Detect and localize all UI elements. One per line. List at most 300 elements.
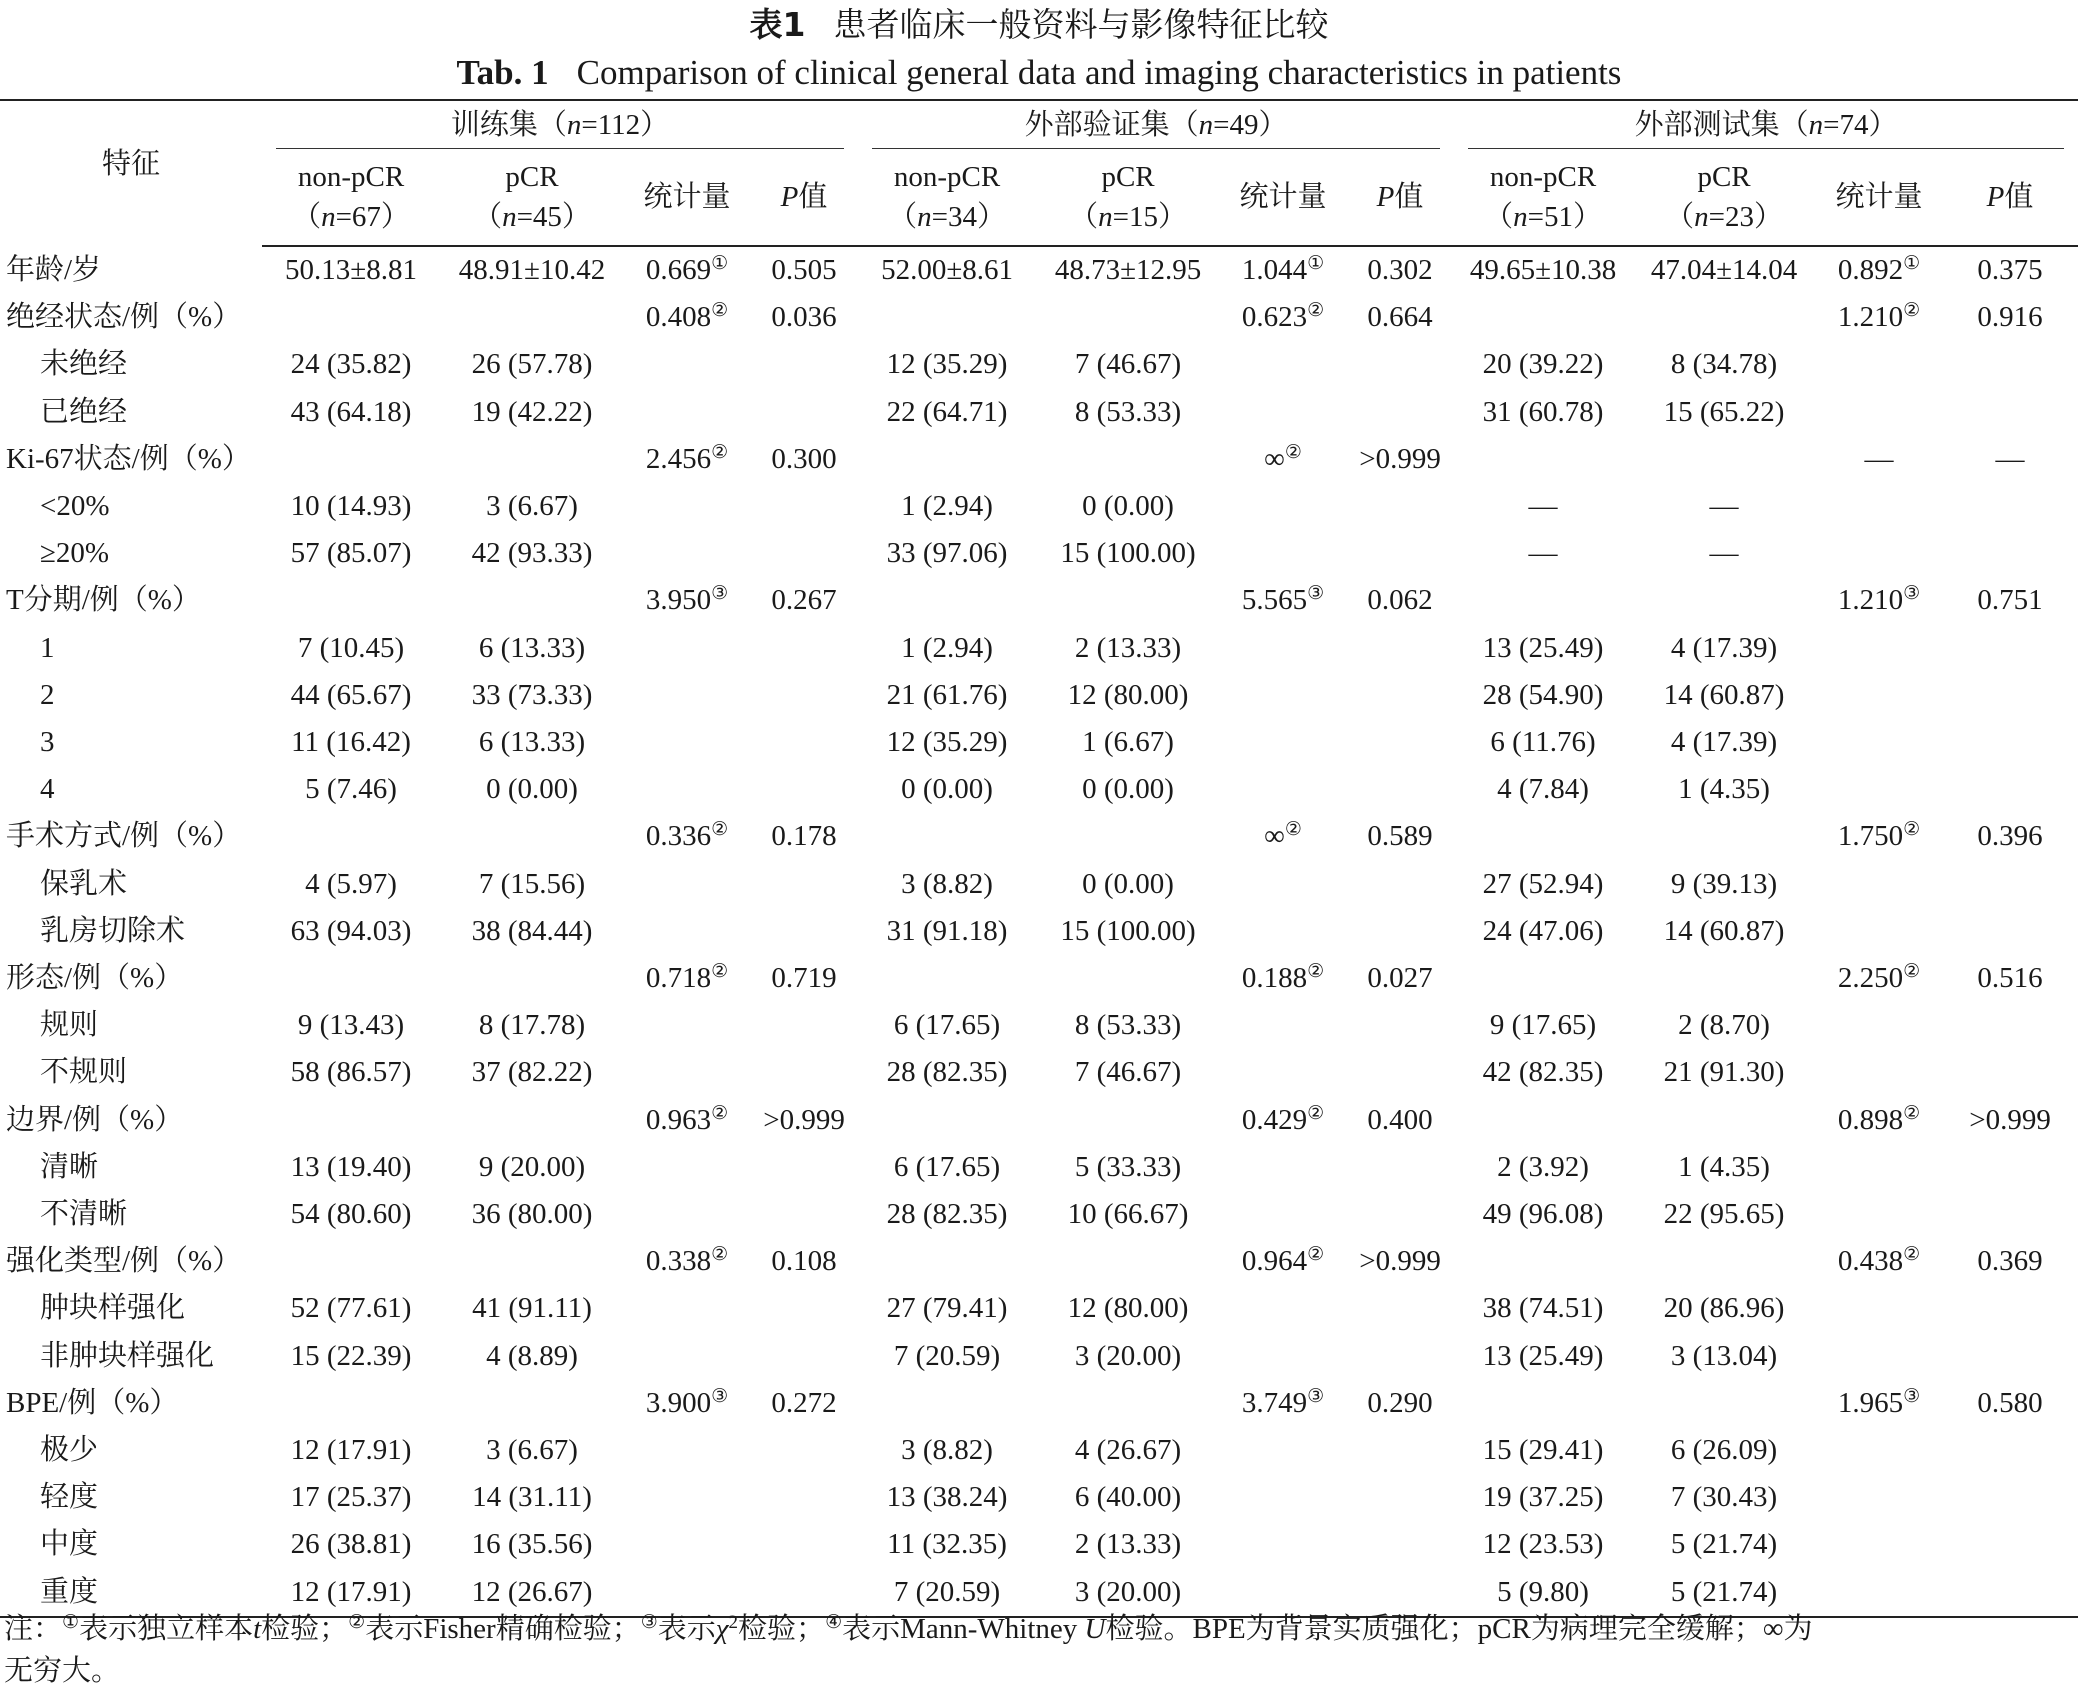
table-cell (1942, 719, 2078, 766)
table-cell (750, 625, 858, 672)
table-cell (1816, 719, 1942, 766)
table-cell (1220, 861, 1346, 908)
table-cell: >0.999 (1359, 442, 1441, 475)
table-row (0, 1380, 2078, 1427)
table-cell: 50.13±8.81 (285, 254, 417, 286)
table-cell (1942, 1474, 2078, 1521)
table-cell (440, 294, 624, 341)
table-row (0, 1521, 2078, 1568)
table-cell (1036, 1380, 1220, 1427)
table-cell: — (1709, 490, 1739, 523)
table-cell (1220, 530, 1346, 577)
table-cell (1454, 577, 1632, 624)
table-cell (1346, 1002, 1454, 1049)
table-cell: 0.369 (1977, 1245, 2043, 1278)
table-cell: 1 (4.35) (1678, 1150, 1770, 1183)
table-cell: 7 (30.43) (1670, 1481, 1778, 1514)
table-cell: 3 (20.00) (1036, 1569, 1220, 1617)
table-cell (750, 1002, 858, 1049)
row-feature-label: 年龄/岁 (6, 253, 102, 286)
table-cell: 15 (100.00) (1060, 537, 1196, 570)
table-cell (624, 1002, 750, 1049)
footnote-line-1: 注：①表示独立样本t检验；②表示Fisher精确检验；③表示$\chi^2$检验；④表示Mann-Whitney U检验。BPE为背景实质强化；pCR为病理完全缓解；∞为 (4, 1612, 1813, 1645)
table-cell: 7 (20.59) (858, 1569, 1036, 1617)
table-cell (1220, 1474, 1346, 1521)
table-cell: 15 (100.00) (1060, 914, 1196, 947)
table-cell: 6 (13.33) (478, 631, 586, 664)
table-cell: 28 (82.35) (886, 1056, 1008, 1089)
table-cell (624, 766, 750, 813)
table-cell: 10 (14.93) (290, 490, 412, 523)
table-cell (262, 955, 440, 1002)
table-cell (1454, 813, 1632, 860)
table-cell (1816, 483, 1942, 530)
table-cell: — (1864, 442, 1894, 475)
table-row (0, 908, 2078, 955)
table-row (0, 766, 2078, 813)
table-cell (1220, 341, 1346, 388)
table-cell (750, 1049, 858, 1096)
subheader-statistic: 统计量 (1220, 149, 1346, 246)
table-row (0, 1049, 2078, 1096)
table-cell: 12 (17.91) (262, 1569, 440, 1617)
table-cell (624, 861, 750, 908)
table-cell: 38 (74.51) (1482, 1292, 1604, 1325)
table-cell (1220, 1049, 1346, 1096)
table-cell: 4 (17.39) (1670, 631, 1778, 664)
table-cell (262, 436, 440, 483)
table-cell: 0.375 (1977, 254, 2043, 286)
table-cell (262, 294, 440, 341)
table-cell: 3.749③ (1241, 1385, 1325, 1419)
table-cell (1346, 530, 1454, 577)
table-row (0, 294, 2078, 341)
table-cell: 5 (33.33) (1074, 1150, 1182, 1183)
table-cell: 0.916 (1977, 301, 2043, 334)
table-cell (1220, 1285, 1346, 1332)
row-feature-label: 绝经状态/例（%） (6, 301, 242, 334)
table-cell: 2.456② (645, 441, 729, 475)
table-cell: 17 (25.37) (290, 1481, 412, 1514)
table-row (0, 813, 2078, 860)
table-cell (1036, 436, 1220, 483)
table-cell: 3 (13.04) (1670, 1339, 1778, 1372)
table-row (0, 1002, 2078, 1049)
table-cell: >0.999 (763, 1103, 845, 1136)
table-cell (858, 955, 1036, 1002)
table-cell (1036, 1238, 1220, 1285)
table-cell (1632, 1097, 1816, 1144)
subheader-p-value: P值 (750, 149, 858, 246)
table-cell: 13 (38.24) (886, 1481, 1008, 1514)
table-cell: 6 (17.65) (893, 1150, 1001, 1183)
table-cell (440, 955, 624, 1002)
table-cell: 12 (35.29) (886, 726, 1008, 759)
table-cell: 52 (77.61) (290, 1292, 412, 1325)
table-cell (1346, 1333, 1454, 1380)
row-feature-label: 手术方式/例（%） (6, 820, 242, 853)
table-cell: 0.963② (645, 1102, 729, 1136)
table-cell (1346, 908, 1454, 955)
table-cell (750, 1144, 858, 1191)
subheader-p-value: P值 (1346, 149, 1454, 246)
table-cell (1632, 1238, 1816, 1285)
table-cell (1036, 813, 1220, 860)
table-cell (1942, 530, 2078, 577)
table-cell: 1.044① (1241, 253, 1325, 286)
title-english (0, 48, 2078, 98)
table-row (0, 1144, 2078, 1191)
row-feature-label: 不规则 (40, 1056, 128, 1089)
table-cell (750, 908, 858, 955)
table-cell: 0.505 (771, 254, 837, 286)
table-cell: 9 (39.13) (1670, 867, 1778, 900)
table-cell: 24 (35.82) (290, 348, 412, 381)
table-cell: 37 (82.22) (471, 1056, 593, 1089)
table-row (0, 530, 2078, 577)
row-feature-label: ≥20% (40, 537, 110, 570)
table-cell: 12 (23.53) (1482, 1528, 1604, 1561)
table-cell: 4 (8.89) (486, 1339, 578, 1372)
table-cell: 27 (79.41) (886, 1292, 1008, 1325)
table-cell: 0.267 (771, 584, 837, 617)
table-cell: 28 (82.35) (886, 1198, 1008, 1231)
table-cell (750, 1427, 858, 1474)
row-feature-label: 规则 (40, 1009, 99, 1042)
table-cell (1454, 1238, 1632, 1285)
table-cell: 27 (52.94) (1482, 867, 1604, 900)
table-cell: 43 (64.18) (290, 395, 412, 428)
table-cell (1036, 955, 1220, 1002)
table-cell: 33 (97.06) (886, 537, 1008, 570)
table-cell (1346, 861, 1454, 908)
table-cell: 16 (35.56) (471, 1528, 593, 1561)
table-cell (1942, 1285, 2078, 1332)
table-cell (1632, 294, 1816, 341)
table-cell: 7 (10.45) (297, 631, 405, 664)
table-cell: 9 (17.65) (1489, 1009, 1597, 1042)
row-feature-label: 极少 (40, 1434, 99, 1467)
table-cell (1816, 530, 1942, 577)
footnote-line-2: 无穷大。 (4, 1655, 121, 1687)
table-cell (1346, 1191, 1454, 1238)
table-cell (1346, 672, 1454, 719)
table-cell: 4 (17.39) (1670, 726, 1778, 759)
table-cell (440, 1238, 624, 1285)
table-cell: 8 (53.33) (1074, 1009, 1182, 1042)
table-cell (1942, 861, 2078, 908)
table-cell: 2 (3.92) (1497, 1150, 1589, 1183)
table-cell (750, 1333, 858, 1380)
table-cell: 7 (46.67) (1074, 1056, 1182, 1089)
table-cell: 47.04±14.04 (1650, 254, 1798, 286)
table-cell: 0.898② (1837, 1102, 1921, 1136)
subheader-nonpcr: non-pCR （n=51） (1454, 149, 1632, 246)
table-cell: 0.964② (1241, 1244, 1325, 1278)
table-cell: 26 (57.78) (471, 348, 593, 381)
table-cell: 41 (91.11) (472, 1292, 592, 1325)
table-cell (1346, 1285, 1454, 1332)
table-cell: 0.580 (1977, 1386, 2043, 1419)
table-cell: 1.965③ (1837, 1385, 1921, 1419)
row-feature-label: 边界/例（%） (6, 1103, 184, 1136)
table-cell (750, 861, 858, 908)
table-cell: 48.73±12.95 (1054, 254, 1202, 286)
table-cell (1220, 766, 1346, 813)
row-feature-label: 已绝经 (40, 395, 128, 428)
table-cell: 8 (34.78) (1670, 348, 1778, 381)
table-row (0, 861, 2078, 908)
table-cell (1346, 341, 1454, 388)
table-cell (624, 1285, 750, 1332)
table-cell (1942, 341, 2078, 388)
table-cell: 9 (13.43) (297, 1009, 405, 1042)
table-cell: 0.108 (771, 1245, 837, 1278)
row-feature-label: BPE/例（%） (6, 1386, 179, 1419)
row-feature-label: 非肿块样强化 (40, 1339, 215, 1372)
table-cell (1942, 1002, 2078, 1049)
table-cell (1816, 1427, 1942, 1474)
table-cell (624, 1474, 750, 1521)
table-cell (624, 1333, 750, 1380)
table-cell: 5 (21.74) (1632, 1569, 1816, 1617)
table-cell (1942, 1427, 2078, 1474)
subheader-statistic: 统计量 (1816, 149, 1942, 246)
row-feature-label: 重度 (0, 1569, 262, 1617)
table-cell (1942, 908, 2078, 955)
table-cell: 48.91±10.42 (458, 254, 606, 286)
table-cell: 3.900③ (645, 1385, 729, 1419)
table-cell: 0.188② (1241, 961, 1325, 995)
table-cell (624, 341, 750, 388)
row-feature-label: 保乳术 (40, 867, 128, 900)
table-row (0, 389, 2078, 436)
table-cell (624, 1521, 750, 1568)
table-cell: 0.664 (1367, 301, 1433, 334)
title-chinese (0, 0, 2078, 48)
table-cell (1220, 672, 1346, 719)
table-cell (1942, 625, 2078, 672)
table-cell: 58 (86.57) (290, 1056, 412, 1089)
table-cell (262, 1238, 440, 1285)
table-cell (1454, 1097, 1632, 1144)
table-cell (440, 436, 624, 483)
row-feature-label: 中度 (40, 1528, 99, 1561)
table-row (0, 672, 2078, 719)
row-feature-label: 乳房切除术 (40, 914, 186, 947)
subheader-pcr: pCR （n=45） (440, 149, 624, 246)
table-cell: 0.400 (1367, 1103, 1433, 1136)
table-cell: 54 (80.60) (290, 1198, 412, 1231)
table-cell (1942, 672, 2078, 719)
table-cell (1220, 1144, 1346, 1191)
table-cell: 6 (17.65) (893, 1009, 1001, 1042)
row-feature-label: 4 (40, 773, 55, 806)
table-cell: 38 (84.44) (471, 914, 593, 947)
table-row (0, 1474, 2078, 1521)
table-cell: 7 (20.59) (893, 1339, 1001, 1372)
row-feature-label: 清晰 (40, 1150, 99, 1183)
table-cell (1346, 1427, 1454, 1474)
table-cell (1036, 294, 1220, 341)
table-cell (624, 908, 750, 955)
table-cell (624, 530, 750, 577)
row-feature-label: 1 (40, 631, 55, 664)
table-cell (1220, 1002, 1346, 1049)
table-cell (1816, 1333, 1942, 1380)
table-cell: 0.178 (771, 820, 837, 853)
table-cell: 0.036 (771, 301, 837, 334)
table-cell: 1 (2.94) (901, 490, 993, 523)
table-cell: 49.65±10.38 (1469, 254, 1617, 286)
table-cell: 3.950③ (645, 583, 729, 617)
table-cell: 6 (40.00) (1074, 1481, 1182, 1514)
table-cell: 2 (8.70) (1678, 1009, 1770, 1042)
table-cell (1816, 1191, 1942, 1238)
subheader-nonpcr: non-pCR （n=34） (858, 149, 1036, 246)
table-cell: 5.565③ (1241, 583, 1325, 617)
table-cell (1346, 1144, 1454, 1191)
table-cell (1346, 483, 1454, 530)
table-cell: 15 (65.22) (1663, 395, 1785, 428)
table-cell (1220, 625, 1346, 672)
table-cell (1816, 1002, 1942, 1049)
table-cell (1346, 389, 1454, 436)
data-table (0, 99, 2078, 1618)
subheader-pcr: pCR （n=15） (1036, 149, 1220, 246)
table-cell: 0.516 (1977, 962, 2043, 995)
table-cell (1454, 955, 1632, 1002)
table-cell (1632, 436, 1816, 483)
table-cell: 12 (35.29) (886, 348, 1008, 381)
table-cell: 8 (53.33) (1074, 395, 1182, 428)
table-cell (1816, 389, 1942, 436)
table-cell: 3 (6.67) (486, 490, 578, 523)
table-row (0, 625, 2078, 672)
subheader-pcr: pCR （n=23） (1632, 149, 1816, 246)
table-cell: 3 (20.00) (1074, 1339, 1182, 1372)
table-cell (624, 719, 750, 766)
table-cell: 5 (9.80) (1454, 1569, 1632, 1617)
group-header-test: 外部测试集（n=74） (1454, 100, 2078, 149)
table-cell: 15 (29.41) (1482, 1434, 1604, 1467)
table-cell: 8 (17.78) (478, 1009, 586, 1042)
title-cn-text: 患者临床一般资料与影像特征比较 (833, 5, 1329, 44)
table-cell: 42 (93.33) (471, 537, 593, 570)
table-cell: 1 (6.67) (1082, 726, 1174, 759)
table-cell (1346, 1049, 1454, 1096)
table-cell (1346, 625, 1454, 672)
table-cell: 1.210③ (1837, 583, 1921, 617)
table-cell (440, 1380, 624, 1427)
table-cell (1220, 719, 1346, 766)
table-cell: 22 (95.65) (1663, 1198, 1785, 1231)
table-footnote (0, 1608, 2078, 1692)
table-cell (750, 1285, 858, 1332)
table-cell: >0.999 (1359, 1245, 1441, 1278)
table-cell (750, 1191, 858, 1238)
table-row (0, 483, 2078, 530)
table-cell: 20 (39.22) (1482, 348, 1604, 381)
table-cell (1942, 1144, 2078, 1191)
table-cell (1036, 577, 1220, 624)
table-cell: 3 (8.82) (901, 1434, 993, 1467)
table-cell: 13 (19.40) (290, 1150, 412, 1183)
table-cell (1220, 1191, 1346, 1238)
row-feature-label: 未绝经 (40, 348, 128, 381)
table-cell (1942, 389, 2078, 436)
table-cell: — (1995, 442, 2025, 475)
table-cell (1942, 1191, 2078, 1238)
table-cell: 0 (0.00) (1082, 773, 1174, 806)
table-cell (1942, 766, 2078, 813)
table-cell: 0.438② (1837, 1244, 1921, 1278)
table-cell (624, 389, 750, 436)
table-cell: 2 (13.33) (1074, 1528, 1182, 1561)
table-cell (262, 1380, 440, 1427)
table-cell: 19 (37.25) (1482, 1481, 1604, 1514)
table-row (0, 1191, 2078, 1238)
table-cell: 19 (42.22) (471, 395, 593, 428)
table-cell (858, 1097, 1036, 1144)
table-row (0, 246, 2078, 294)
table-cell (1942, 1049, 2078, 1096)
table-cell (1816, 1474, 1942, 1521)
table-cell: 0.589 (1367, 820, 1433, 853)
table-cell: ∞② (1264, 441, 1302, 475)
table-cell: 24 (47.06) (1482, 914, 1604, 947)
table-body (0, 246, 2078, 1617)
table-cell (1816, 1144, 1942, 1191)
table-cell (624, 672, 750, 719)
table-cell (262, 1097, 440, 1144)
table-cell: 26 (38.81) (290, 1528, 412, 1561)
table-cell (1816, 1285, 1942, 1332)
table-cell: — (1528, 490, 1558, 523)
table-cell: 12 (26.67) (440, 1569, 624, 1617)
table-cell: 11 (16.42) (291, 726, 411, 759)
table-cell (750, 719, 858, 766)
table-cell: — (1709, 537, 1739, 570)
table-row (0, 719, 2078, 766)
table-cell (1942, 483, 2078, 530)
table-cell: 0.272 (771, 1386, 837, 1419)
table-cell: 0.719 (771, 962, 837, 995)
row-feature-label: <20% (40, 490, 110, 523)
table-cell: 0.027 (1367, 962, 1433, 995)
table-cell (1632, 1380, 1816, 1427)
row-feature-label: 形态/例（%） (6, 962, 184, 995)
table-cell (1632, 813, 1816, 860)
table-cell: 49 (96.08) (1482, 1198, 1604, 1231)
table-row (0, 1238, 2078, 1285)
table-cell: 13 (25.49) (1482, 1339, 1604, 1372)
title-en-text: Comparison of clinical general data and imaging characteristics in patients (576, 53, 1622, 92)
table-cell (1346, 719, 1454, 766)
table-cell (750, 530, 858, 577)
row-feature-label: 轻度 (40, 1481, 99, 1514)
table-cell: 21 (91.30) (1663, 1056, 1785, 1089)
header-row-sub (0, 149, 2078, 246)
table-cell (750, 1521, 858, 1568)
table-cell (1816, 1521, 1942, 1568)
table-cell (624, 625, 750, 672)
table-cell: 0.338② (645, 1244, 729, 1278)
table-cell (858, 1238, 1036, 1285)
table-cell (624, 1144, 750, 1191)
table-cell: >0.999 (1969, 1103, 2051, 1136)
table-cell: 2.250② (1837, 961, 1921, 995)
